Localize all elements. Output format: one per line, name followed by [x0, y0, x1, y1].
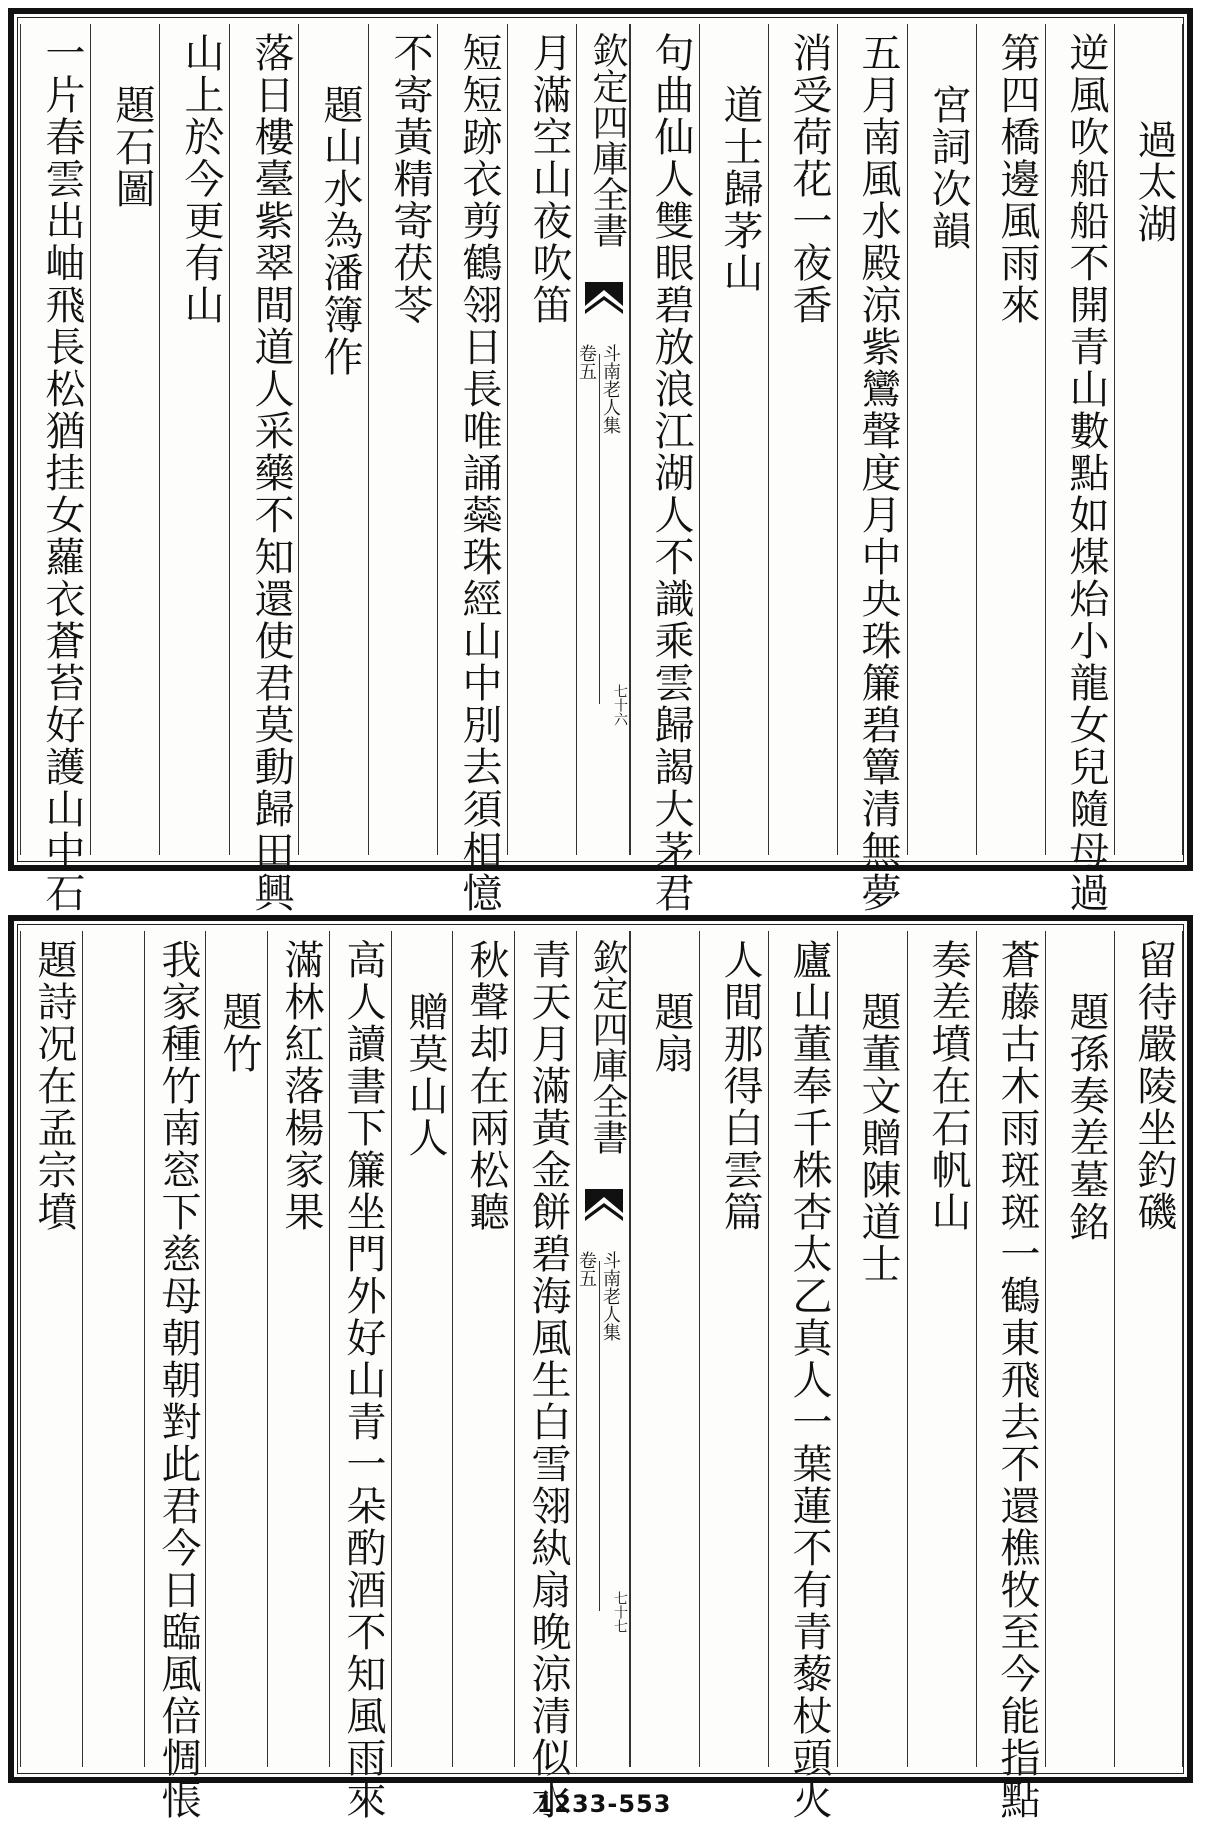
poem-line: 一片春雲出岫飛長松猶挂女蘿衣蒼苔好護山中石: [39, 32, 85, 914]
poem-line: 落日樓臺紫翠間道人采藥不知還使君莫動歸田興: [248, 32, 294, 914]
text-column: [267, 931, 329, 1767]
poem-line: 青天月滿黃金餅碧海風生白雪翎紈扇晚涼清似水: [525, 939, 571, 1821]
poem-line: 月滿空山夜吹笛: [526, 32, 572, 326]
text-column: [630, 931, 699, 1767]
text-column: [837, 931, 906, 1767]
text-column: [391, 931, 453, 1767]
text-column: [507, 24, 577, 855]
poem-line: 短短跡衣剪鶴翎日長唯誦蘂珠經山中別去須相憶: [456, 32, 502, 914]
poem-title: 過太湖: [1131, 119, 1177, 245]
text-column: [437, 24, 507, 914]
poem-line: 留待嚴陵坐釣磯: [1131, 939, 1177, 1233]
text-column: [1114, 931, 1183, 1767]
text-column: [976, 931, 1045, 1821]
text-column: [1045, 931, 1114, 1767]
poem-line: 我家種竹南窓下慈母朝朝對此君今日臨風倍惆悵: [155, 939, 201, 1821]
poem-line: 五月南風水殿涼紫鸞聲度月中央珠簾碧簟清無夢: [855, 32, 901, 914]
text-column: [768, 24, 837, 855]
poem-line: 蒼藤古木雨斑斑一鶴東飛去不還樵牧至今能指點: [994, 939, 1040, 1821]
text-column: [1045, 24, 1114, 914]
poem-title: 題竹: [216, 991, 262, 1075]
collection-header: 欽定四庫全書: [587, 32, 628, 248]
poem-title: 道士歸茅山: [717, 84, 763, 294]
text-column: [907, 931, 976, 1767]
text-column: [20, 24, 90, 914]
poem-line: 句曲仙人雙眼碧放浪江湖人不識乘雲歸謁大茅君: [648, 32, 694, 914]
text-column: [630, 24, 699, 914]
poem-line: 廬山董奉千株杏太乙真人一葉蓮不有青藜杖頭火: [786, 939, 832, 1821]
text-column: [1114, 24, 1183, 855]
volume-label: 卷五: [576, 344, 597, 380]
poem-title: 宮詞次韻: [925, 84, 971, 252]
book-title: 斗南老人集: [600, 344, 621, 434]
text-column: [368, 24, 438, 855]
text-column: [837, 24, 906, 914]
poem-line: 第四橋邊風雨來: [994, 32, 1040, 326]
text-column: [205, 931, 267, 1767]
text-column: [514, 931, 576, 1821]
page-reference: 1233-553: [536, 1790, 672, 1818]
text-column: [768, 931, 837, 1821]
poem-title: 題扇: [648, 991, 694, 1075]
poem-line: 奏差墳在石帆山: [925, 939, 971, 1233]
text-column: [699, 24, 768, 855]
poem-title: 題山水為潘簿作: [317, 84, 363, 378]
text-column: [329, 931, 391, 1821]
poem-title: 題董文贈陳道士: [855, 991, 901, 1285]
text-column: [20, 931, 82, 1767]
text-column: [699, 931, 768, 1767]
poem-line: 滿林紅落楊家果: [278, 939, 324, 1233]
text-column: [144, 931, 206, 1821]
text-column: [90, 24, 160, 855]
text-column: [82, 931, 144, 1767]
text-column: [452, 931, 514, 1767]
text-column: [298, 24, 368, 855]
book-title: 斗南老人集: [600, 1251, 621, 1341]
poem-line: 消受荷花一夜香: [786, 32, 832, 326]
text-column: [907, 24, 976, 855]
text-column: [976, 24, 1045, 855]
poem-line: 人間那得白雲篇: [717, 939, 763, 1233]
poem-line: 題詩况在孟宗墳: [31, 939, 77, 1233]
poem-title: 題石圖: [109, 84, 155, 210]
poem-line: 秋聲却在兩松聽: [463, 939, 509, 1233]
fish-tail-icon: [585, 282, 623, 326]
top-page-panel: [8, 8, 1193, 914]
leaf-number: 七十七: [612, 1591, 628, 1633]
collection-header: 欽定四庫全書: [587, 939, 628, 1155]
center-fold-column: [576, 931, 630, 1767]
poem-line: 不寄黃精寄茯苓: [387, 32, 433, 326]
fish-tail-icon: [585, 1189, 623, 1233]
poem-title: 題孫奏差墓銘: [1063, 991, 1109, 1243]
poem-title: 贈莫山人: [402, 991, 448, 1159]
volume-label: 卷五: [576, 1251, 597, 1287]
center-fold-column: [576, 24, 630, 855]
poem-line: 逆風吹船船不開青山數點如煤炲小龍女兒隨母過: [1063, 32, 1109, 914]
poem-line: 高人讀書下簾坐門外好山青一朵酌酒不知風雨來: [340, 939, 386, 1821]
text-column: [159, 24, 229, 855]
text-column: [229, 24, 299, 914]
poem-line: 山上於今更有山: [178, 32, 224, 326]
leaf-number: 七十六: [612, 684, 628, 726]
